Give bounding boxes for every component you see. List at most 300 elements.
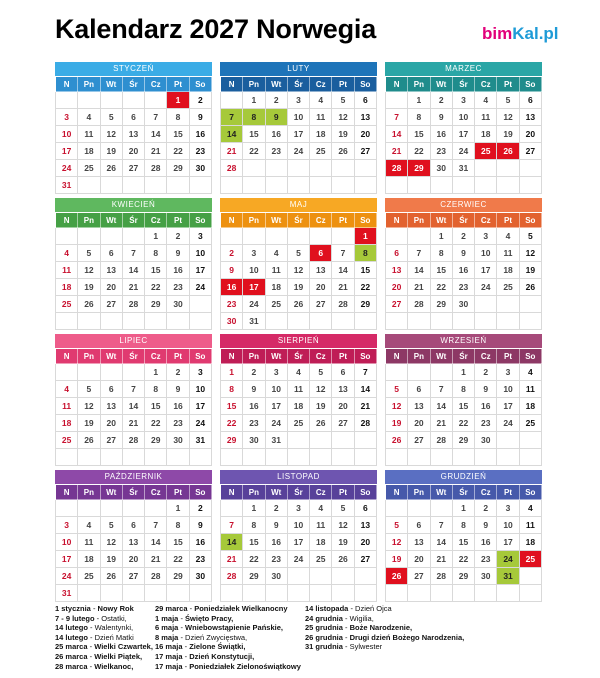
day-cell[interactable]: 26 xyxy=(287,296,309,313)
day-cell[interactable]: 20 xyxy=(386,279,408,296)
day-cell[interactable]: 21 xyxy=(145,551,167,568)
day-cell[interactable]: 9 xyxy=(430,109,452,126)
day-cell[interactable]: 5 xyxy=(497,92,519,109)
day-cell[interactable]: 6 xyxy=(386,245,408,262)
day-cell[interactable]: 15 xyxy=(243,126,265,143)
day-cell[interactable]: 21 xyxy=(332,279,354,296)
day-cell[interactable]: 31 xyxy=(56,585,78,602)
day-cell[interactable]: 6 xyxy=(354,92,376,109)
day-cell[interactable]: 16 xyxy=(475,398,497,415)
day-cell[interactable]: 11 xyxy=(56,262,78,279)
day-cell[interactable]: 3 xyxy=(475,228,497,245)
day-cell[interactable]: 26 xyxy=(78,296,100,313)
day-cell[interactable]: 17 xyxy=(189,262,211,279)
day-cell[interactable]: 22 xyxy=(243,551,265,568)
day-cell[interactable]: 30 xyxy=(475,568,497,585)
day-cell[interactable]: 14 xyxy=(221,126,243,143)
day-cell[interactable]: 12 xyxy=(100,126,122,143)
day-cell[interactable]: 8 xyxy=(243,517,265,534)
day-cell[interactable]: 23 xyxy=(452,279,474,296)
day-cell[interactable]: 10 xyxy=(287,109,309,126)
day-cell[interactable]: 8 xyxy=(452,381,474,398)
day-cell[interactable]: 15 xyxy=(221,398,243,415)
day-cell[interactable]: 16 xyxy=(167,262,189,279)
day-cell[interactable]: 27 xyxy=(354,551,376,568)
day-cell[interactable]: 21 xyxy=(354,398,376,415)
day-cell[interactable]: 1 xyxy=(243,92,265,109)
day-cell[interactable]: 13 xyxy=(408,534,430,551)
day-cell[interactable]: 6 xyxy=(354,500,376,517)
day-cell[interactable]: 20 xyxy=(354,534,376,551)
day-cell[interactable]: 11 xyxy=(519,517,541,534)
day-cell[interactable]: 4 xyxy=(287,364,309,381)
day-cell[interactable]: 22 xyxy=(452,551,474,568)
day-cell[interactable]: 7 xyxy=(430,517,452,534)
day-cell[interactable]: 4 xyxy=(310,500,332,517)
day-cell[interactable]: 25 xyxy=(56,296,78,313)
day-cell[interactable]: 7 xyxy=(386,109,408,126)
day-cell[interactable]: 16 xyxy=(167,398,189,415)
day-cell[interactable]: 1 xyxy=(354,228,376,245)
day-cell[interactable]: 31 xyxy=(452,160,474,177)
day-cell[interactable]: 30 xyxy=(167,432,189,449)
day-cell[interactable]: 21 xyxy=(430,415,452,432)
day-cell[interactable]: 21 xyxy=(122,415,144,432)
day-cell[interactable]: 20 xyxy=(122,143,144,160)
day-cell[interactable]: 10 xyxy=(287,517,309,534)
day-cell[interactable]: 11 xyxy=(310,517,332,534)
day-cell[interactable]: 30 xyxy=(189,568,211,585)
day-cell[interactable]: 12 xyxy=(100,534,122,551)
day-cell[interactable]: 24 xyxy=(243,296,265,313)
day-cell[interactable]: 3 xyxy=(497,364,519,381)
day-cell[interactable]: 28 xyxy=(408,296,430,313)
day-cell[interactable]: 25 xyxy=(519,551,541,568)
day-cell[interactable]: 6 xyxy=(100,381,122,398)
day-cell[interactable]: 11 xyxy=(78,126,100,143)
day-cell[interactable]: 2 xyxy=(452,228,474,245)
day-cell[interactable]: 14 xyxy=(122,398,144,415)
day-cell[interactable]: 24 xyxy=(287,551,309,568)
day-cell[interactable]: 19 xyxy=(519,262,541,279)
day-cell[interactable]: 8 xyxy=(221,381,243,398)
day-cell[interactable]: 2 xyxy=(167,228,189,245)
day-cell[interactable]: 19 xyxy=(386,415,408,432)
day-cell[interactable]: 31 xyxy=(243,313,265,330)
day-cell[interactable]: 18 xyxy=(78,551,100,568)
day-cell[interactable]: 9 xyxy=(475,517,497,534)
day-cell[interactable]: 17 xyxy=(452,126,474,143)
day-cell[interactable]: 8 xyxy=(430,245,452,262)
day-cell[interactable]: 21 xyxy=(145,143,167,160)
day-cell[interactable]: 26 xyxy=(310,415,332,432)
day-cell[interactable]: 16 xyxy=(475,534,497,551)
day-cell[interactable]: 19 xyxy=(332,534,354,551)
day-cell[interactable]: 20 xyxy=(100,279,122,296)
day-cell[interactable]: 27 xyxy=(100,296,122,313)
day-cell[interactable]: 25 xyxy=(310,143,332,160)
day-cell[interactable]: 28 xyxy=(430,432,452,449)
day-cell[interactable]: 29 xyxy=(167,568,189,585)
day-cell[interactable]: 31 xyxy=(265,432,287,449)
day-cell[interactable]: 1 xyxy=(408,92,430,109)
day-cell[interactable]: 18 xyxy=(265,279,287,296)
day-cell[interactable]: 16 xyxy=(243,398,265,415)
day-cell[interactable]: 4 xyxy=(56,245,78,262)
day-cell[interactable]: 24 xyxy=(189,415,211,432)
day-cell[interactable]: 20 xyxy=(100,415,122,432)
day-cell[interactable]: 20 xyxy=(519,126,541,143)
day-cell[interactable]: 24 xyxy=(189,279,211,296)
day-cell[interactable]: 14 xyxy=(221,534,243,551)
day-cell[interactable]: 7 xyxy=(145,109,167,126)
day-cell[interactable]: 21 xyxy=(221,143,243,160)
day-cell[interactable]: 26 xyxy=(386,568,408,585)
day-cell[interactable]: 28 xyxy=(354,415,376,432)
day-cell[interactable]: 13 xyxy=(122,534,144,551)
day-cell[interactable]: 8 xyxy=(167,517,189,534)
day-cell[interactable]: 22 xyxy=(167,551,189,568)
day-cell[interactable]: 25 xyxy=(497,279,519,296)
day-cell[interactable]: 23 xyxy=(475,551,497,568)
day-cell[interactable]: 26 xyxy=(386,432,408,449)
day-cell[interactable]: 30 xyxy=(452,296,474,313)
day-cell[interactable]: 24 xyxy=(265,415,287,432)
day-cell[interactable]: 12 xyxy=(519,245,541,262)
day-cell[interactable]: 19 xyxy=(287,279,309,296)
day-cell[interactable]: 17 xyxy=(56,551,78,568)
day-cell[interactable]: 15 xyxy=(145,262,167,279)
day-cell[interactable]: 5 xyxy=(78,245,100,262)
day-cell[interactable]: 3 xyxy=(497,500,519,517)
day-cell[interactable]: 25 xyxy=(56,432,78,449)
day-cell[interactable]: 3 xyxy=(265,364,287,381)
day-cell[interactable]: 12 xyxy=(386,398,408,415)
day-cell[interactable]: 24 xyxy=(475,279,497,296)
day-cell[interactable]: 15 xyxy=(452,534,474,551)
day-cell[interactable]: 1 xyxy=(221,364,243,381)
day-cell[interactable]: 23 xyxy=(265,143,287,160)
day-cell[interactable]: 20 xyxy=(122,551,144,568)
day-cell[interactable]: 7 xyxy=(408,245,430,262)
day-cell[interactable]: 22 xyxy=(452,415,474,432)
day-cell[interactable]: 29 xyxy=(221,432,243,449)
day-cell[interactable]: 25 xyxy=(78,568,100,585)
day-cell[interactable]: 14 xyxy=(145,534,167,551)
day-cell[interactable]: 9 xyxy=(452,245,474,262)
day-cell[interactable]: 23 xyxy=(265,551,287,568)
day-cell[interactable]: 30 xyxy=(167,296,189,313)
day-cell[interactable]: 11 xyxy=(519,381,541,398)
day-cell[interactable]: 23 xyxy=(221,296,243,313)
day-cell[interactable]: 19 xyxy=(497,126,519,143)
day-cell[interactable]: 19 xyxy=(386,551,408,568)
day-cell[interactable]: 1 xyxy=(452,500,474,517)
day-cell[interactable]: 4 xyxy=(475,92,497,109)
day-cell[interactable]: 6 xyxy=(100,245,122,262)
day-cell[interactable]: 26 xyxy=(497,143,519,160)
day-cell[interactable]: 18 xyxy=(310,126,332,143)
day-cell[interactable]: 25 xyxy=(475,143,497,160)
day-cell[interactable]: 18 xyxy=(78,143,100,160)
day-cell[interactable]: 4 xyxy=(78,109,100,126)
day-cell[interactable]: 3 xyxy=(56,109,78,126)
day-cell[interactable]: 18 xyxy=(56,279,78,296)
day-cell[interactable]: 10 xyxy=(452,109,474,126)
day-cell[interactable]: 9 xyxy=(265,517,287,534)
day-cell[interactable]: 27 xyxy=(519,143,541,160)
day-cell[interactable]: 13 xyxy=(100,398,122,415)
day-cell[interactable]: 15 xyxy=(408,126,430,143)
day-cell[interactable]: 27 xyxy=(100,432,122,449)
day-cell[interactable]: 11 xyxy=(310,109,332,126)
day-cell[interactable]: 13 xyxy=(354,109,376,126)
day-cell[interactable]: 31 xyxy=(56,177,78,194)
day-cell[interactable]: 14 xyxy=(386,126,408,143)
day-cell[interactable]: 10 xyxy=(497,517,519,534)
day-cell[interactable]: 8 xyxy=(145,245,167,262)
day-cell[interactable]: 28 xyxy=(122,296,144,313)
day-cell[interactable]: 23 xyxy=(189,143,211,160)
day-cell[interactable]: 13 xyxy=(354,517,376,534)
day-cell[interactable]: 15 xyxy=(145,398,167,415)
day-cell[interactable]: 13 xyxy=(100,262,122,279)
day-cell[interactable]: 30 xyxy=(221,313,243,330)
day-cell[interactable]: 20 xyxy=(354,126,376,143)
day-cell[interactable]: 27 xyxy=(122,160,144,177)
day-cell[interactable]: 14 xyxy=(122,262,144,279)
day-cell[interactable]: 4 xyxy=(265,245,287,262)
day-cell[interactable]: 5 xyxy=(332,500,354,517)
brand-logo[interactable] xyxy=(482,24,559,44)
day-cell[interactable]: 28 xyxy=(221,568,243,585)
day-cell[interactable]: 22 xyxy=(221,415,243,432)
day-cell[interactable]: 7 xyxy=(221,517,243,534)
day-cell[interactable]: 1 xyxy=(430,228,452,245)
day-cell[interactable]: 19 xyxy=(78,279,100,296)
day-cell[interactable]: 9 xyxy=(189,109,211,126)
day-cell[interactable]: 16 xyxy=(189,534,211,551)
day-cell[interactable]: 29 xyxy=(243,568,265,585)
day-cell[interactable]: 14 xyxy=(145,126,167,143)
day-cell[interactable]: 7 xyxy=(430,381,452,398)
day-cell[interactable]: 3 xyxy=(287,92,309,109)
day-cell[interactable]: 2 xyxy=(167,364,189,381)
day-cell[interactable]: 1 xyxy=(145,364,167,381)
day-cell[interactable]: 12 xyxy=(332,517,354,534)
day-cell[interactable]: 9 xyxy=(265,109,287,126)
day-cell[interactable]: 20 xyxy=(332,398,354,415)
day-cell[interactable]: 14 xyxy=(408,262,430,279)
day-cell[interactable]: 28 xyxy=(122,432,144,449)
day-cell[interactable]: 28 xyxy=(145,160,167,177)
day-cell[interactable]: 22 xyxy=(430,279,452,296)
day-cell[interactable]: 1 xyxy=(145,228,167,245)
day-cell[interactable]: 2 xyxy=(265,92,287,109)
day-cell[interactable]: 14 xyxy=(430,534,452,551)
day-cell[interactable]: 31 xyxy=(189,432,211,449)
day-cell[interactable]: 8 xyxy=(452,517,474,534)
day-cell[interactable]: 2 xyxy=(430,92,452,109)
day-cell[interactable]: 27 xyxy=(122,568,144,585)
day-cell[interactable]: 7 xyxy=(221,109,243,126)
day-cell[interactable]: 4 xyxy=(56,381,78,398)
day-cell[interactable]: 18 xyxy=(310,534,332,551)
day-cell[interactable]: 21 xyxy=(386,143,408,160)
day-cell[interactable]: 1 xyxy=(167,500,189,517)
day-cell[interactable]: 13 xyxy=(519,109,541,126)
day-cell[interactable]: 15 xyxy=(354,262,376,279)
day-cell[interactable]: 7 xyxy=(145,517,167,534)
day-cell[interactable]: 10 xyxy=(265,381,287,398)
day-cell[interactable]: 16 xyxy=(221,279,243,296)
day-cell[interactable]: 2 xyxy=(475,364,497,381)
day-cell[interactable]: 3 xyxy=(287,500,309,517)
day-cell[interactable]: 15 xyxy=(243,534,265,551)
day-cell[interactable]: 17 xyxy=(265,398,287,415)
day-cell[interactable]: 19 xyxy=(310,398,332,415)
day-cell[interactable]: 18 xyxy=(519,534,541,551)
day-cell[interactable]: 30 xyxy=(243,432,265,449)
day-cell[interactable]: 29 xyxy=(354,296,376,313)
day-cell[interactable]: 14 xyxy=(332,262,354,279)
day-cell[interactable]: 5 xyxy=(332,92,354,109)
day-cell[interactable]: 6 xyxy=(332,364,354,381)
day-cell[interactable]: 30 xyxy=(430,160,452,177)
day-cell[interactable]: 5 xyxy=(386,517,408,534)
day-cell[interactable]: 12 xyxy=(78,262,100,279)
day-cell[interactable]: 2 xyxy=(189,92,211,109)
day-cell[interactable]: 11 xyxy=(56,398,78,415)
day-cell[interactable]: 29 xyxy=(408,160,430,177)
day-cell[interactable]: 12 xyxy=(78,398,100,415)
day-cell[interactable]: 17 xyxy=(287,126,309,143)
day-cell[interactable]: 22 xyxy=(145,415,167,432)
day-cell[interactable]: 18 xyxy=(287,398,309,415)
day-cell[interactable]: 29 xyxy=(167,160,189,177)
day-cell[interactable]: 2 xyxy=(475,500,497,517)
day-cell[interactable]: 26 xyxy=(78,432,100,449)
day-cell[interactable]: 10 xyxy=(189,381,211,398)
day-cell[interactable]: 30 xyxy=(265,568,287,585)
day-cell[interactable]: 5 xyxy=(78,381,100,398)
day-cell[interactable]: 8 xyxy=(167,109,189,126)
day-cell[interactable]: 1 xyxy=(167,92,189,109)
day-cell[interactable]: 22 xyxy=(408,143,430,160)
day-cell[interactable]: 25 xyxy=(265,296,287,313)
day-cell[interactable]: 29 xyxy=(145,432,167,449)
day-cell[interactable]: 16 xyxy=(189,126,211,143)
day-cell[interactable]: 21 xyxy=(221,551,243,568)
day-cell[interactable]: 9 xyxy=(167,245,189,262)
day-cell[interactable]: 28 xyxy=(332,296,354,313)
day-cell[interactable]: 17 xyxy=(497,534,519,551)
day-cell[interactable]: 7 xyxy=(332,245,354,262)
day-cell[interactable]: 20 xyxy=(408,415,430,432)
day-cell[interactable]: 24 xyxy=(497,415,519,432)
day-cell[interactable]: 23 xyxy=(189,551,211,568)
day-cell[interactable]: 11 xyxy=(475,109,497,126)
day-cell[interactable]: 11 xyxy=(265,262,287,279)
day-cell[interactable]: 6 xyxy=(408,381,430,398)
day-cell[interactable]: 27 xyxy=(386,296,408,313)
day-cell[interactable]: 3 xyxy=(189,228,211,245)
day-cell[interactable]: 4 xyxy=(519,364,541,381)
day-cell[interactable]: 27 xyxy=(332,415,354,432)
day-cell[interactable]: 16 xyxy=(452,262,474,279)
day-cell[interactable]: 21 xyxy=(408,279,430,296)
day-cell[interactable]: 17 xyxy=(497,398,519,415)
day-cell[interactable]: 8 xyxy=(243,109,265,126)
day-cell[interactable]: 10 xyxy=(56,534,78,551)
day-cell[interactable]: 17 xyxy=(56,143,78,160)
day-cell[interactable]: 12 xyxy=(332,109,354,126)
day-cell[interactable]: 15 xyxy=(430,262,452,279)
day-cell[interactable]: 18 xyxy=(475,126,497,143)
day-cell[interactable]: 10 xyxy=(56,126,78,143)
day-cell[interactable]: 5 xyxy=(287,245,309,262)
day-cell[interactable]: 29 xyxy=(430,296,452,313)
day-cell[interactable]: 3 xyxy=(452,92,474,109)
day-cell[interactable]: 11 xyxy=(497,245,519,262)
day-cell[interactable]: 17 xyxy=(189,398,211,415)
day-cell[interactable]: 21 xyxy=(122,279,144,296)
day-cell[interactable]: 24 xyxy=(452,143,474,160)
day-cell[interactable]: 12 xyxy=(310,381,332,398)
day-cell[interactable]: 22 xyxy=(243,143,265,160)
day-cell[interactable]: 15 xyxy=(452,398,474,415)
day-cell[interactable]: 24 xyxy=(497,551,519,568)
day-cell[interactable]: 5 xyxy=(100,109,122,126)
day-cell[interactable]: 7 xyxy=(122,245,144,262)
day-cell[interactable]: 15 xyxy=(167,126,189,143)
day-cell[interactable]: 24 xyxy=(287,143,309,160)
day-cell[interactable]: 9 xyxy=(243,381,265,398)
day-cell[interactable]: 30 xyxy=(475,432,497,449)
day-cell[interactable]: 27 xyxy=(408,568,430,585)
day-cell[interactable]: 5 xyxy=(100,517,122,534)
day-cell[interactable]: 22 xyxy=(354,279,376,296)
day-cell[interactable]: 19 xyxy=(100,143,122,160)
day-cell[interactable]: 3 xyxy=(243,245,265,262)
day-cell[interactable]: 23 xyxy=(430,143,452,160)
day-cell[interactable]: 28 xyxy=(430,568,452,585)
day-cell[interactable]: 13 xyxy=(386,262,408,279)
day-cell[interactable]: 6 xyxy=(122,517,144,534)
day-cell[interactable]: 2 xyxy=(189,500,211,517)
day-cell[interactable]: 13 xyxy=(408,398,430,415)
day-cell[interactable]: 23 xyxy=(167,279,189,296)
day-cell[interactable]: 26 xyxy=(100,160,122,177)
day-cell[interactable]: 14 xyxy=(430,398,452,415)
day-cell[interactable]: 1 xyxy=(452,364,474,381)
day-cell[interactable]: 25 xyxy=(287,415,309,432)
day-cell[interactable]: 22 xyxy=(145,279,167,296)
day-cell[interactable]: 12 xyxy=(287,262,309,279)
day-cell[interactable]: 25 xyxy=(78,160,100,177)
day-cell[interactable]: 11 xyxy=(287,381,309,398)
day-cell[interactable]: 20 xyxy=(310,279,332,296)
day-cell[interactable]: 21 xyxy=(430,551,452,568)
day-cell[interactable]: 10 xyxy=(243,262,265,279)
day-cell[interactable]: 5 xyxy=(310,364,332,381)
day-cell[interactable]: 1 xyxy=(243,500,265,517)
day-cell[interactable]: 17 xyxy=(475,262,497,279)
day-cell[interactable]: 25 xyxy=(310,551,332,568)
day-cell[interactable]: 2 xyxy=(243,364,265,381)
day-cell[interactable]: 26 xyxy=(100,568,122,585)
day-cell[interactable]: 9 xyxy=(475,381,497,398)
